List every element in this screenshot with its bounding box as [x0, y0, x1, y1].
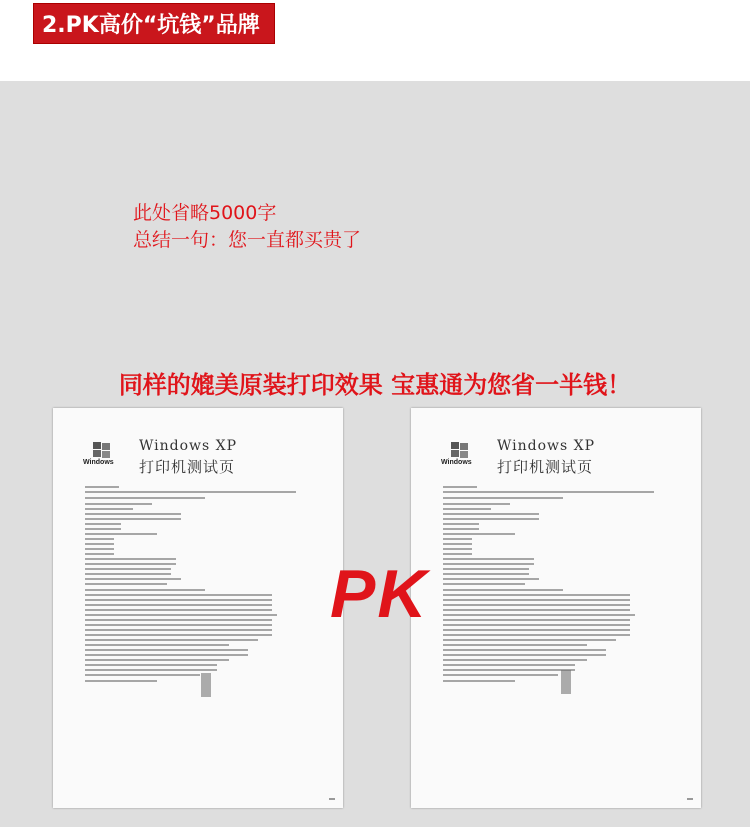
note-line-2: 总结一句：您一直都买贵了	[133, 229, 362, 251]
windows-logo-text: Windows	[441, 459, 472, 466]
section-title: 2.PK高价“坑钱”品牌	[42, 13, 260, 38]
test-page-left	[53, 408, 343, 808]
pk-label: PK	[330, 556, 429, 632]
windows-logo-text: Windows	[83, 459, 114, 466]
test-page-body-lines	[443, 486, 683, 685]
note-text	[133, 200, 361, 254]
test-page-title: Windows XP	[139, 438, 238, 454]
test-page-title: Windows XP	[497, 438, 596, 454]
test-page-right	[411, 408, 701, 808]
test-page-subtitle: 打印机测试页	[497, 458, 594, 476]
section-title-badge	[33, 3, 275, 44]
windows-logo-icon	[441, 442, 477, 470]
windows-logo-icon	[83, 442, 119, 470]
note-line-1: 此处省略5000字	[133, 202, 277, 224]
test-page-subtitle: 打印机测试页	[139, 458, 236, 476]
test-page-body-lines	[85, 486, 325, 685]
comparison-headline: 同样的媲美原装打印效果 宝惠通为您省一半钱！	[118, 371, 632, 399]
